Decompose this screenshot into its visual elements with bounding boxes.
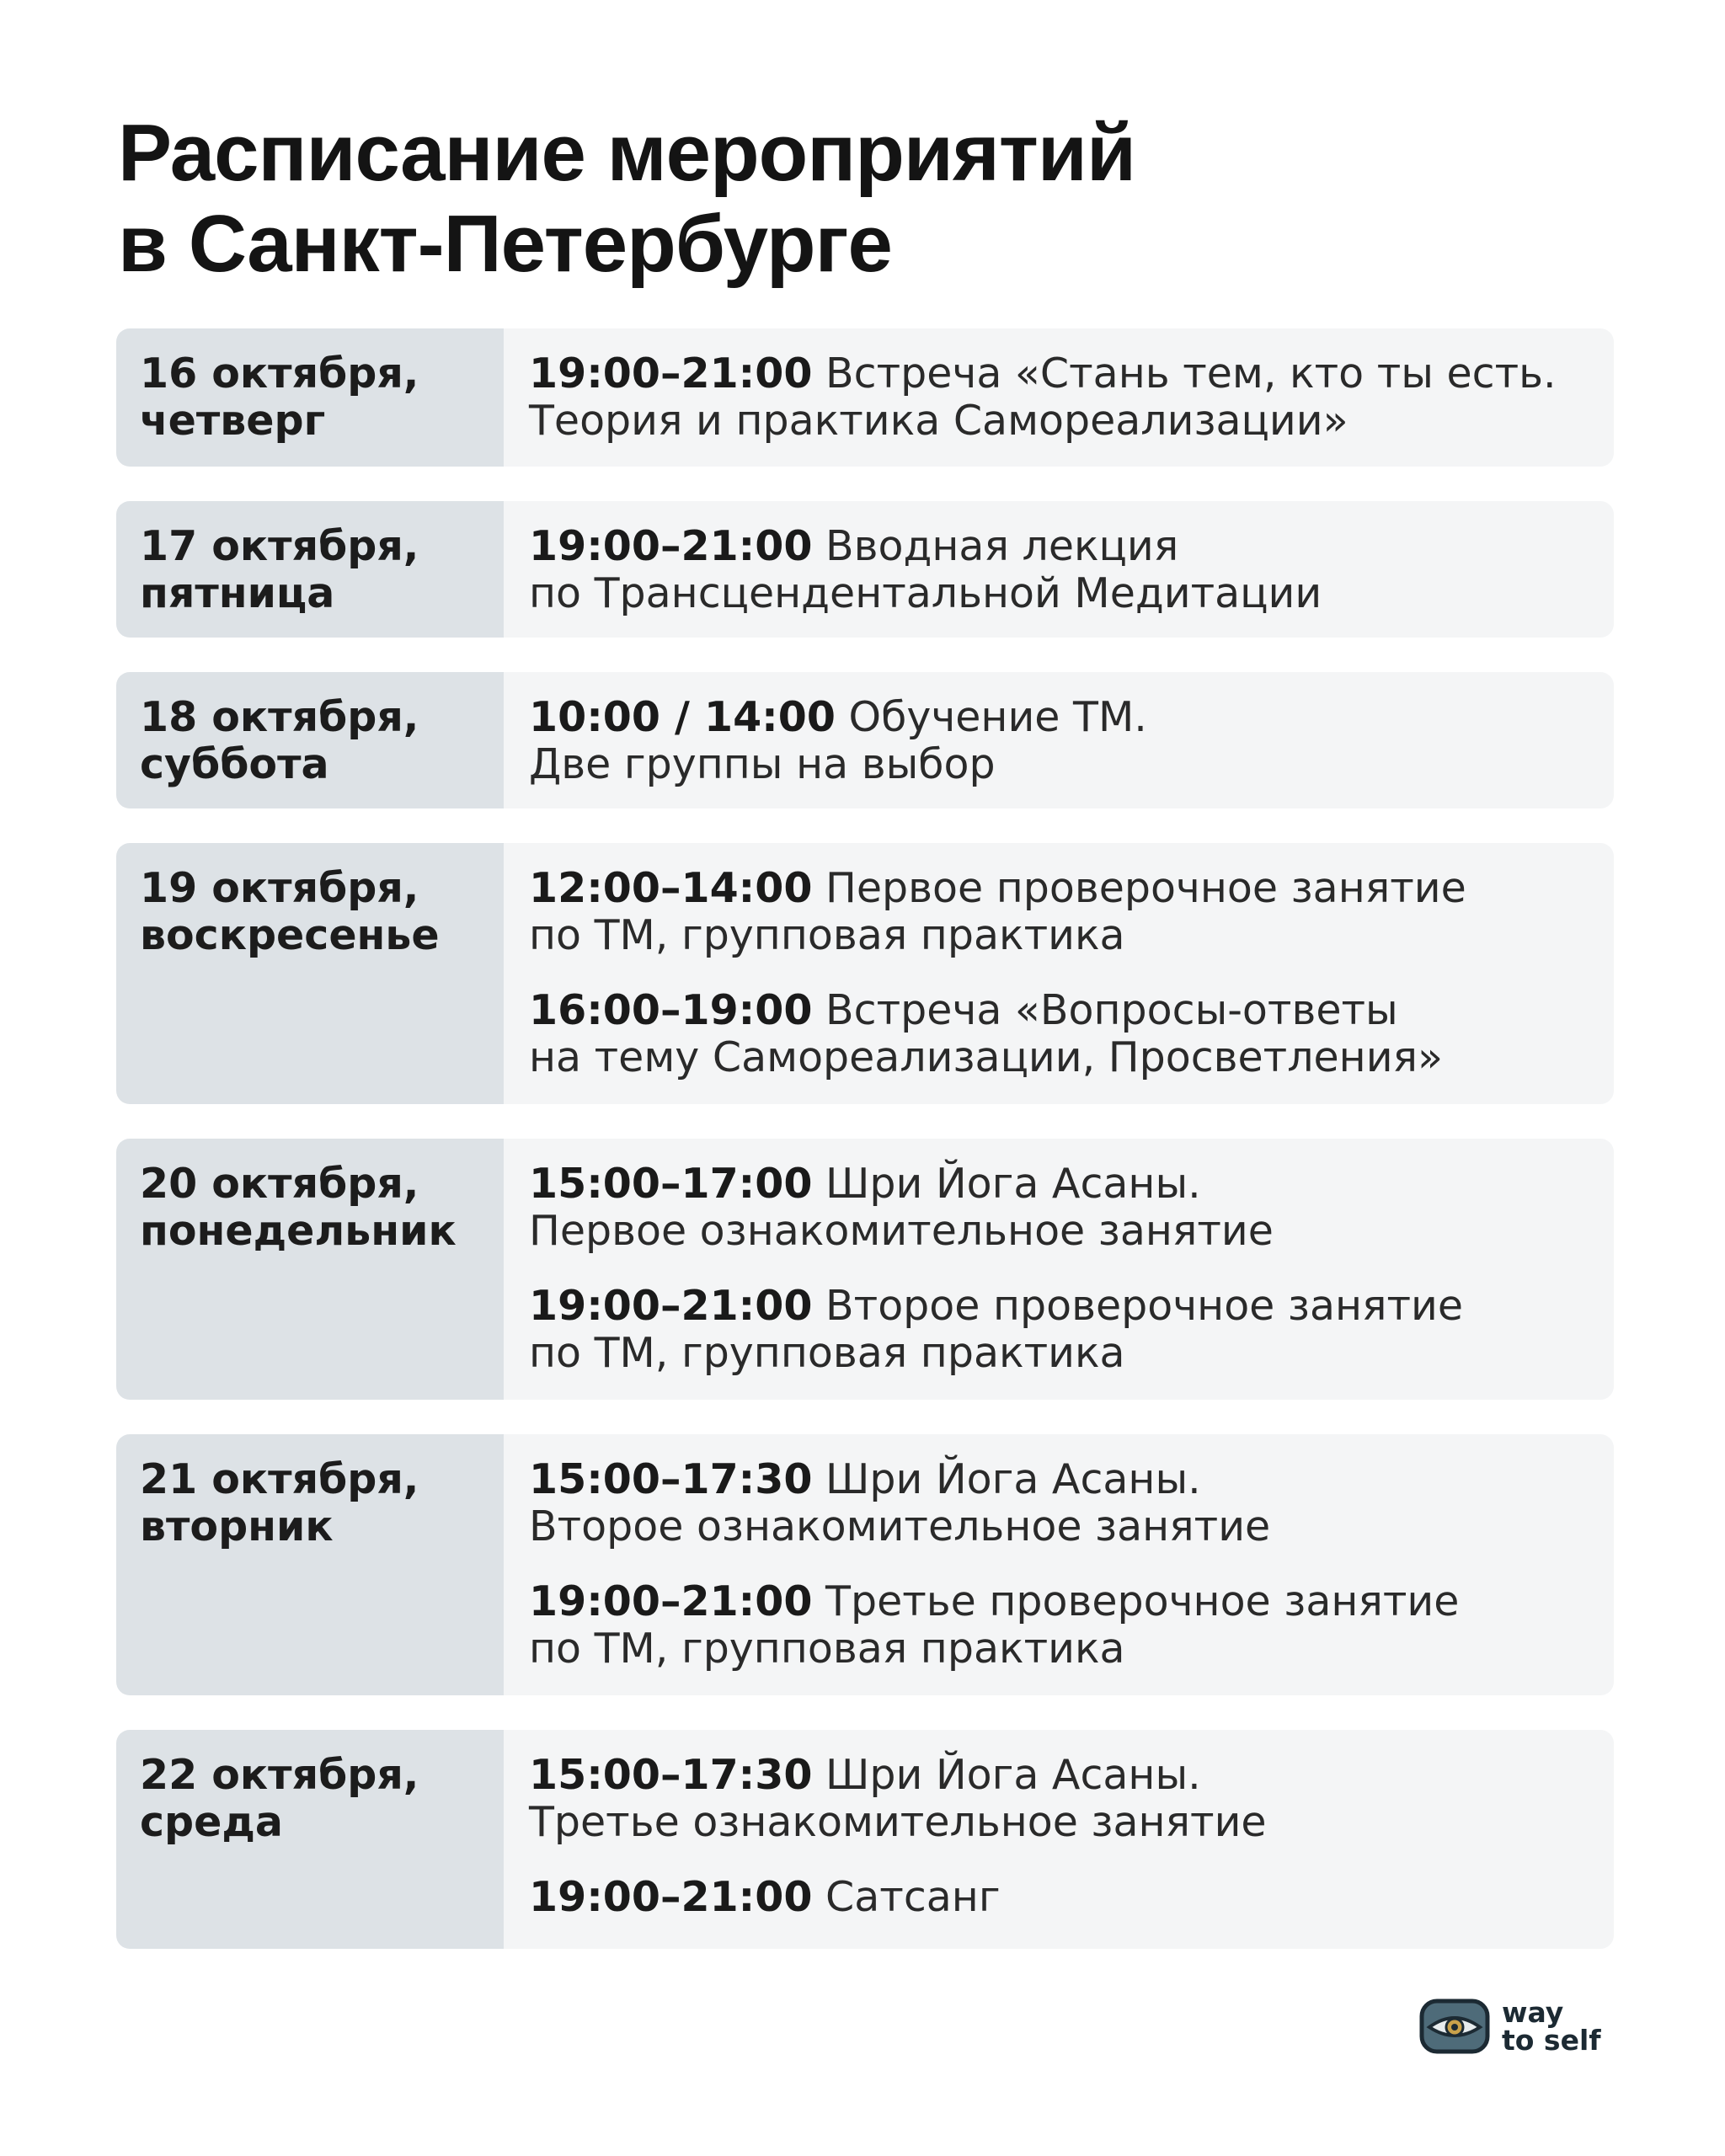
day-label [116, 843, 504, 1104]
day-weekday: среда [140, 1798, 283, 1846]
day-events [504, 1139, 1614, 1400]
day-date: 21 октября, [140, 1455, 419, 1503]
event-time: 19:00–21:00 [529, 522, 813, 570]
day-events [504, 1434, 1614, 1695]
logo-line-1: way [1502, 1996, 1564, 2029]
day-date: 22 октября, [140, 1751, 419, 1799]
event-title: Обучение ТМ. [848, 693, 1147, 741]
event-time: 16:00–19:00 [529, 986, 813, 1034]
logo-line-2: to self [1502, 2024, 1601, 2057]
day-label [116, 501, 504, 638]
brand-logo [1419, 1994, 1601, 2058]
event-title: Второе проверочное занятие [825, 1282, 1464, 1330]
day-weekday: суббота [140, 740, 329, 788]
day-weekday: пятница [140, 569, 335, 617]
event-time: 15:00–17:30 [529, 1455, 813, 1503]
event-title: Встреча «Стань тем, кто ты есть. [825, 350, 1557, 398]
day-label [116, 1730, 504, 1949]
schedule-list [116, 328, 1614, 1983]
day-weekday: вторник [140, 1502, 334, 1550]
day-weekday: понедельник [140, 1207, 457, 1255]
schedule-day [116, 672, 1614, 808]
schedule-day [116, 843, 1614, 1104]
event-item [529, 694, 1605, 788]
event-item [529, 1283, 1605, 1377]
day-events [504, 1730, 1614, 1949]
event-subtitle: на тему Самореализации, Просветления» [529, 1033, 1444, 1081]
day-date: 16 октября, [140, 350, 419, 398]
event-subtitle: Теория и практика Самореализации» [529, 397, 1348, 445]
day-events [504, 328, 1614, 467]
schedule-day [116, 1434, 1614, 1695]
event-subtitle: Второе ознакомительное занятие [529, 1502, 1271, 1550]
event-item [529, 1456, 1605, 1550]
event-item [529, 1752, 1605, 1846]
event-subtitle: по ТМ, групповая практика [529, 1625, 1125, 1673]
event-time: 19:00–21:00 [529, 350, 813, 398]
day-date: 18 октября, [140, 693, 419, 741]
day-label [116, 1434, 504, 1695]
event-item [529, 523, 1605, 617]
day-date: 19 октября, [140, 864, 419, 912]
event-title: Шри Йога Асаны. [825, 1455, 1201, 1503]
event-item [529, 1874, 1605, 1921]
event-time: 15:00–17:00 [529, 1160, 813, 1208]
event-title: Третье проверочное занятие [825, 1577, 1460, 1625]
day-events [504, 672, 1614, 808]
event-subtitle: по ТМ, групповая практика [529, 911, 1125, 959]
event-title: Шри Йога Асаны. [825, 1751, 1201, 1799]
day-label [116, 1139, 504, 1400]
day-events [504, 501, 1614, 638]
event-item [529, 1578, 1605, 1673]
event-time: 15:00–17:30 [529, 1751, 813, 1799]
event-title: Сатсанг [825, 1873, 1001, 1921]
event-item [529, 987, 1605, 1081]
day-label [116, 672, 504, 808]
page-title [118, 108, 1634, 290]
day-weekday: воскресенье [140, 911, 440, 959]
event-title: Первое проверочное занятие [825, 864, 1466, 912]
event-title: Встреча «Вопросы-ответы [825, 986, 1398, 1034]
schedule-day [116, 501, 1614, 638]
event-subtitle: Третье ознакомительное занятие [529, 1798, 1267, 1846]
event-subtitle: по Трансцендентальной Медитации [529, 569, 1322, 617]
day-date: 20 октября, [140, 1160, 419, 1208]
day-events [504, 843, 1614, 1104]
event-time: 19:00–21:00 [529, 1873, 813, 1921]
event-title: Шри Йога Асаны. [825, 1160, 1201, 1208]
title-line-1: Расписание мероприятий [118, 108, 1135, 198]
day-date: 17 октября, [140, 522, 419, 570]
title-line-2: в Санкт-Петербурге [118, 199, 892, 289]
event-item [529, 350, 1605, 445]
event-title: Вводная лекция [825, 522, 1179, 570]
schedule-day [116, 328, 1614, 467]
event-subtitle: по ТМ, групповая практика [529, 1329, 1125, 1377]
event-time: 10:00 / 14:00 [529, 693, 836, 741]
event-time: 12:00–14:00 [529, 864, 813, 912]
event-item [529, 1161, 1605, 1255]
schedule-day [116, 1730, 1614, 1949]
event-time: 19:00–21:00 [529, 1282, 813, 1330]
day-label [116, 328, 504, 467]
event-time: 19:00–21:00 [529, 1577, 813, 1625]
eye-logo-icon [1419, 1999, 1490, 2054]
schedule-day [116, 1139, 1614, 1400]
event-subtitle: Первое ознакомительное занятие [529, 1207, 1274, 1255]
event-item [529, 865, 1605, 959]
day-weekday: четверг [140, 397, 326, 445]
logo-wordmark [1502, 1996, 1601, 2057]
event-subtitle: Две группы на выбор [529, 740, 996, 788]
